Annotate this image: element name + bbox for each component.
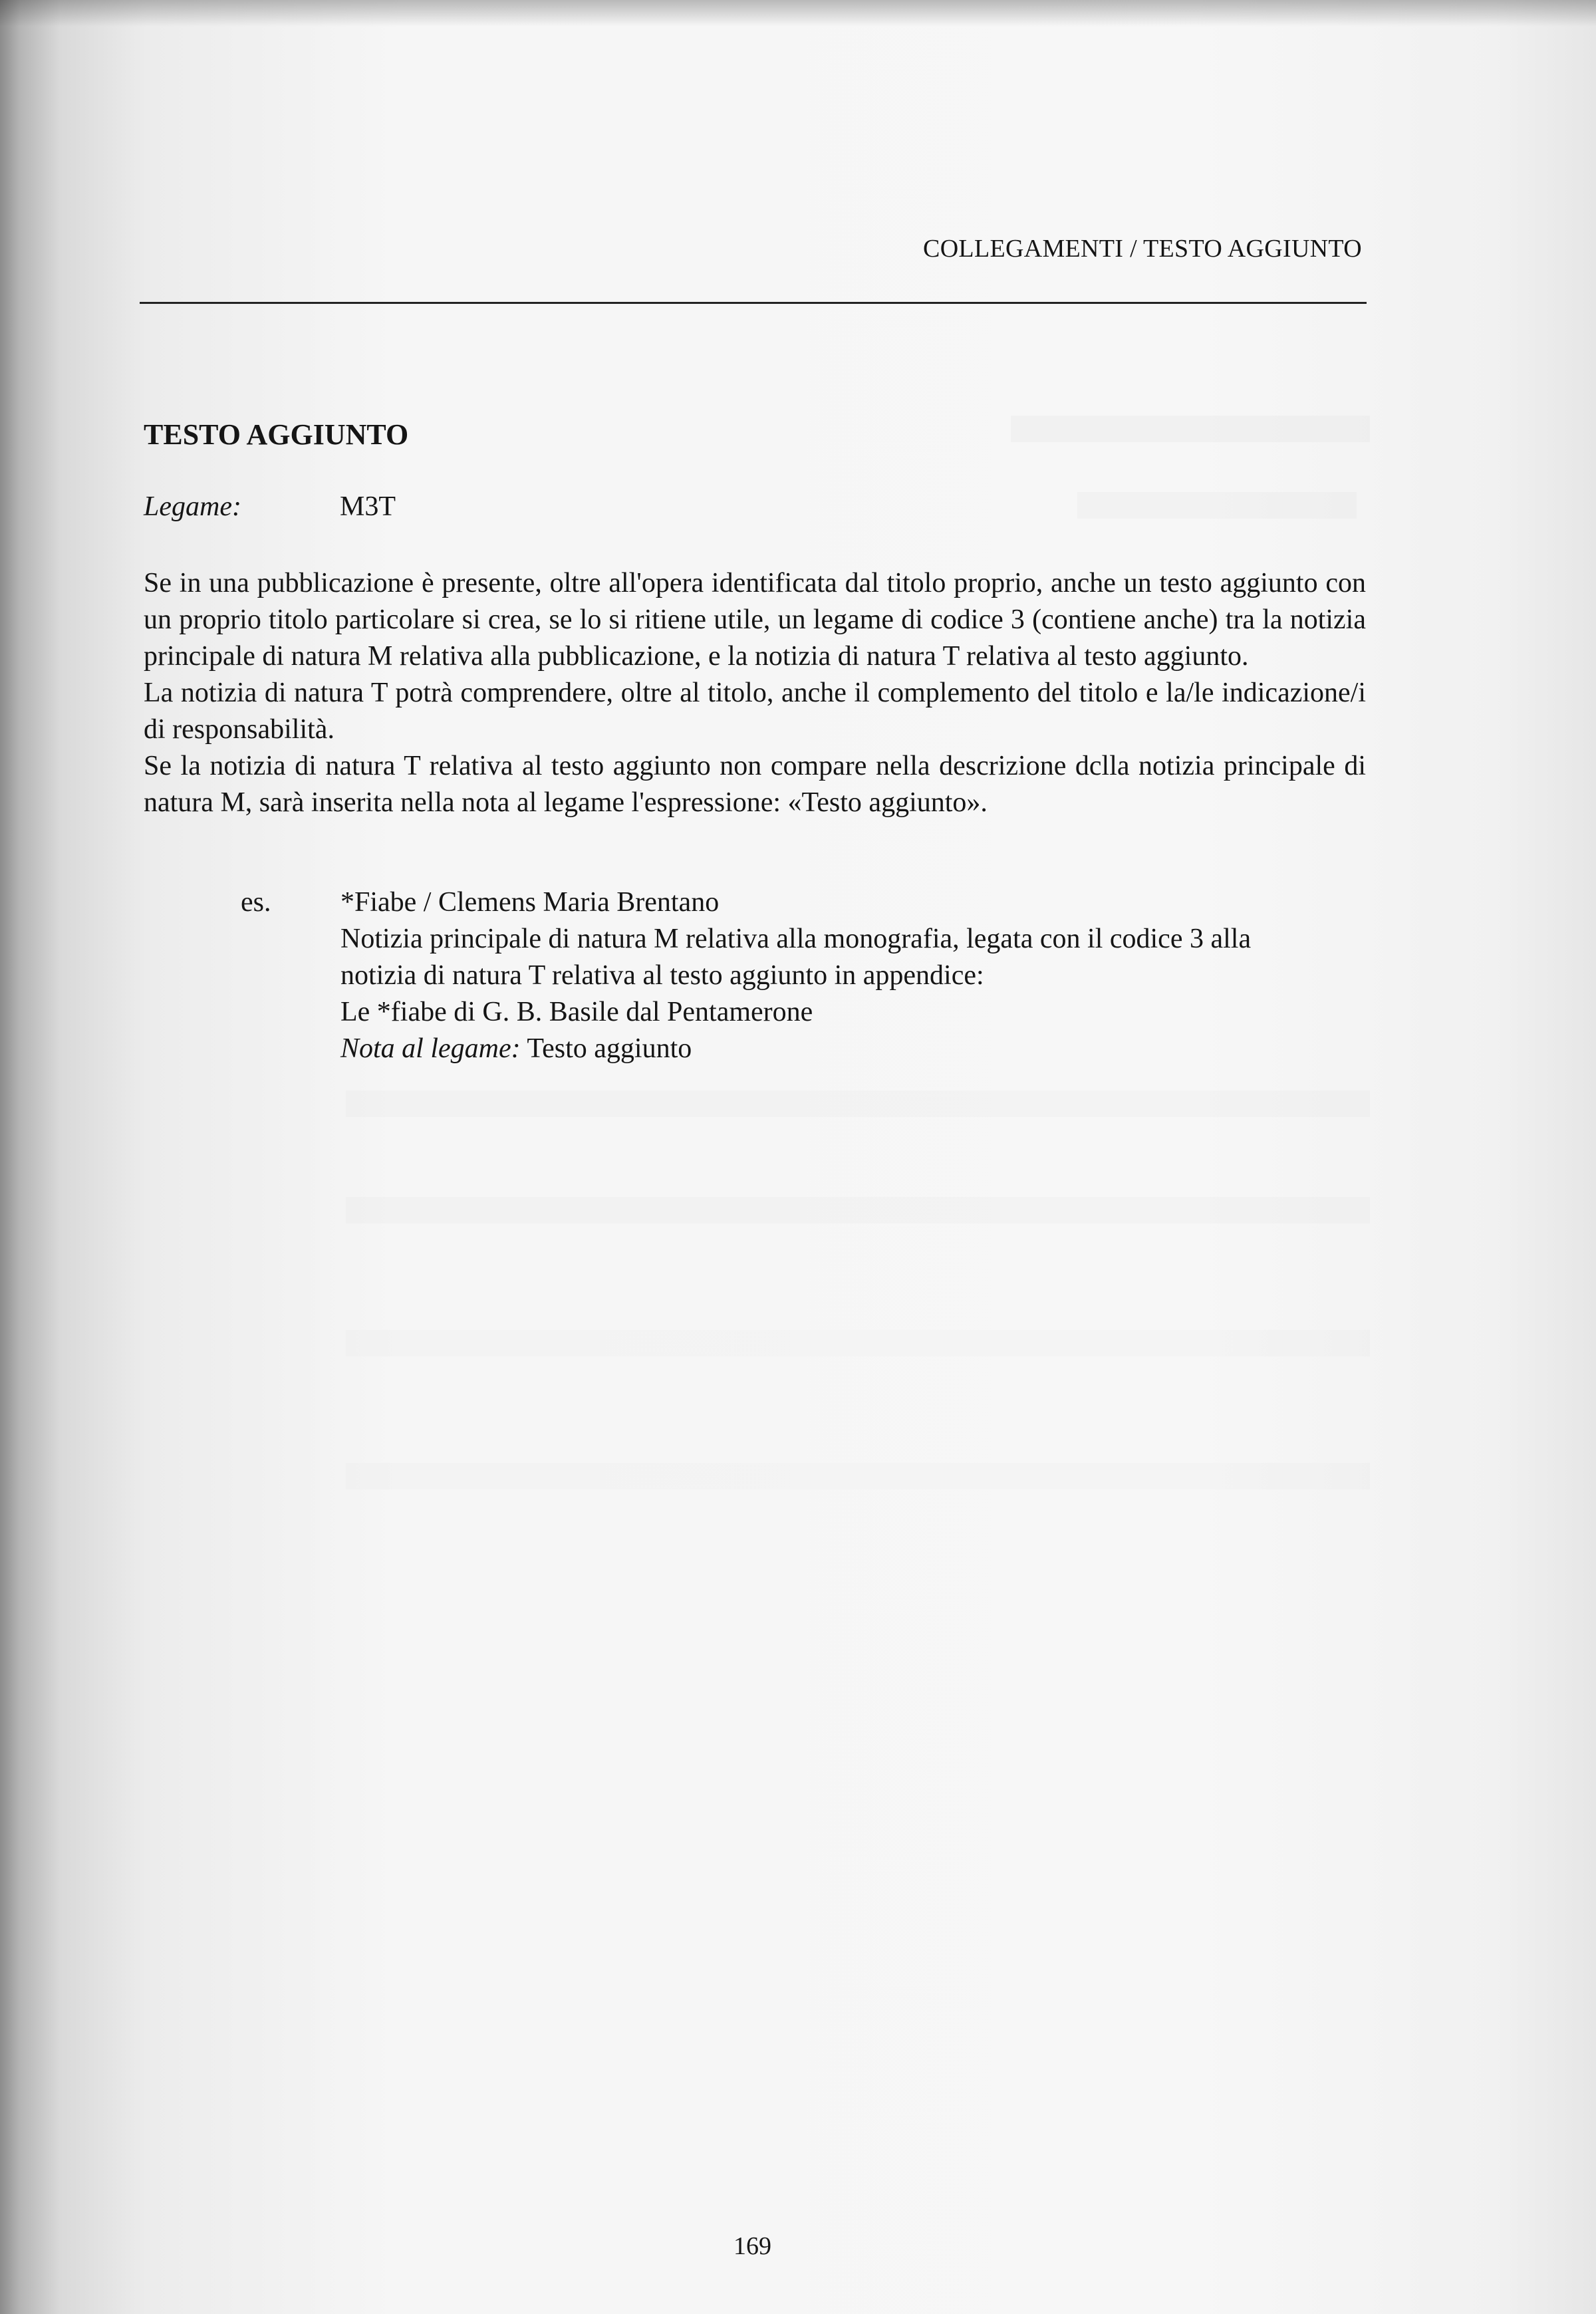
- paragraph: Se la notizia di natura T relativa al testo aggiunto non compare nella descrizione dclla notizia principale di natura M, sarà inserita nella nota al legame l'espressione: «Testo aggiunto».: [144, 751, 1366, 818]
- example-linked-title: Le *fiabe di G. B. Basile dal Pentamerone: [340, 997, 813, 1027]
- bleed-through-mark: [1011, 416, 1370, 442]
- example-body: [340, 884, 1371, 1067]
- example-description: Notizia principale di natura M relativa alla monografia, legata con il codice 3 alla: [340, 924, 1252, 954]
- bleed-through-mark: [346, 1197, 1370, 1223]
- paragraph: La notizia di natura T potrà comprendere, oltre al titolo, anche il complemento del titolo e la/le indicazione/i di responsabilità.: [144, 678, 1366, 745]
- paragraph: Se in una pubblicazione è presente, oltre all'opera identificata dal titolo proprio, anche un testo aggiunto con un proprio titolo particolare si crea, se lo si ritiene utile, un legame di codice 3 (contiene anche) tra la notizia principale di natura M relativa alla pubblicazione, e la notizia di natura T relativa al testo aggiunto.: [144, 568, 1366, 672]
- note-value: Testo aggiunto: [527, 1033, 692, 1064]
- note-label: Nota al legame:: [340, 1033, 521, 1064]
- legame-row: [144, 491, 396, 523]
- section-title: TESTO AGGIUNTO: [144, 418, 409, 451]
- example-note: [340, 1031, 1371, 1067]
- running-header: COLLEGAMENTI / TESTO AGGIUNTO: [923, 235, 1362, 263]
- bleed-through-mark: [1077, 492, 1357, 519]
- header-rule: [140, 302, 1367, 304]
- legame-label: Legame:: [144, 491, 241, 522]
- page-top-shadow: [0, 0, 1596, 27]
- legame-code: M3T: [340, 491, 396, 522]
- page-number: 169: [733, 2232, 771, 2260]
- example-label: es.: [241, 887, 271, 918]
- bleed-through-mark: [346, 1463, 1370, 1489]
- example-description: notizia di natura T relativa al testo aggiunto in appendice:: [340, 960, 984, 991]
- bleed-through-mark: [346, 1330, 1370, 1356]
- example-title: *Fiabe / Clemens Maria Brentano: [340, 887, 720, 918]
- body-text: [144, 565, 1366, 821]
- bleed-through-mark: [346, 1091, 1370, 1117]
